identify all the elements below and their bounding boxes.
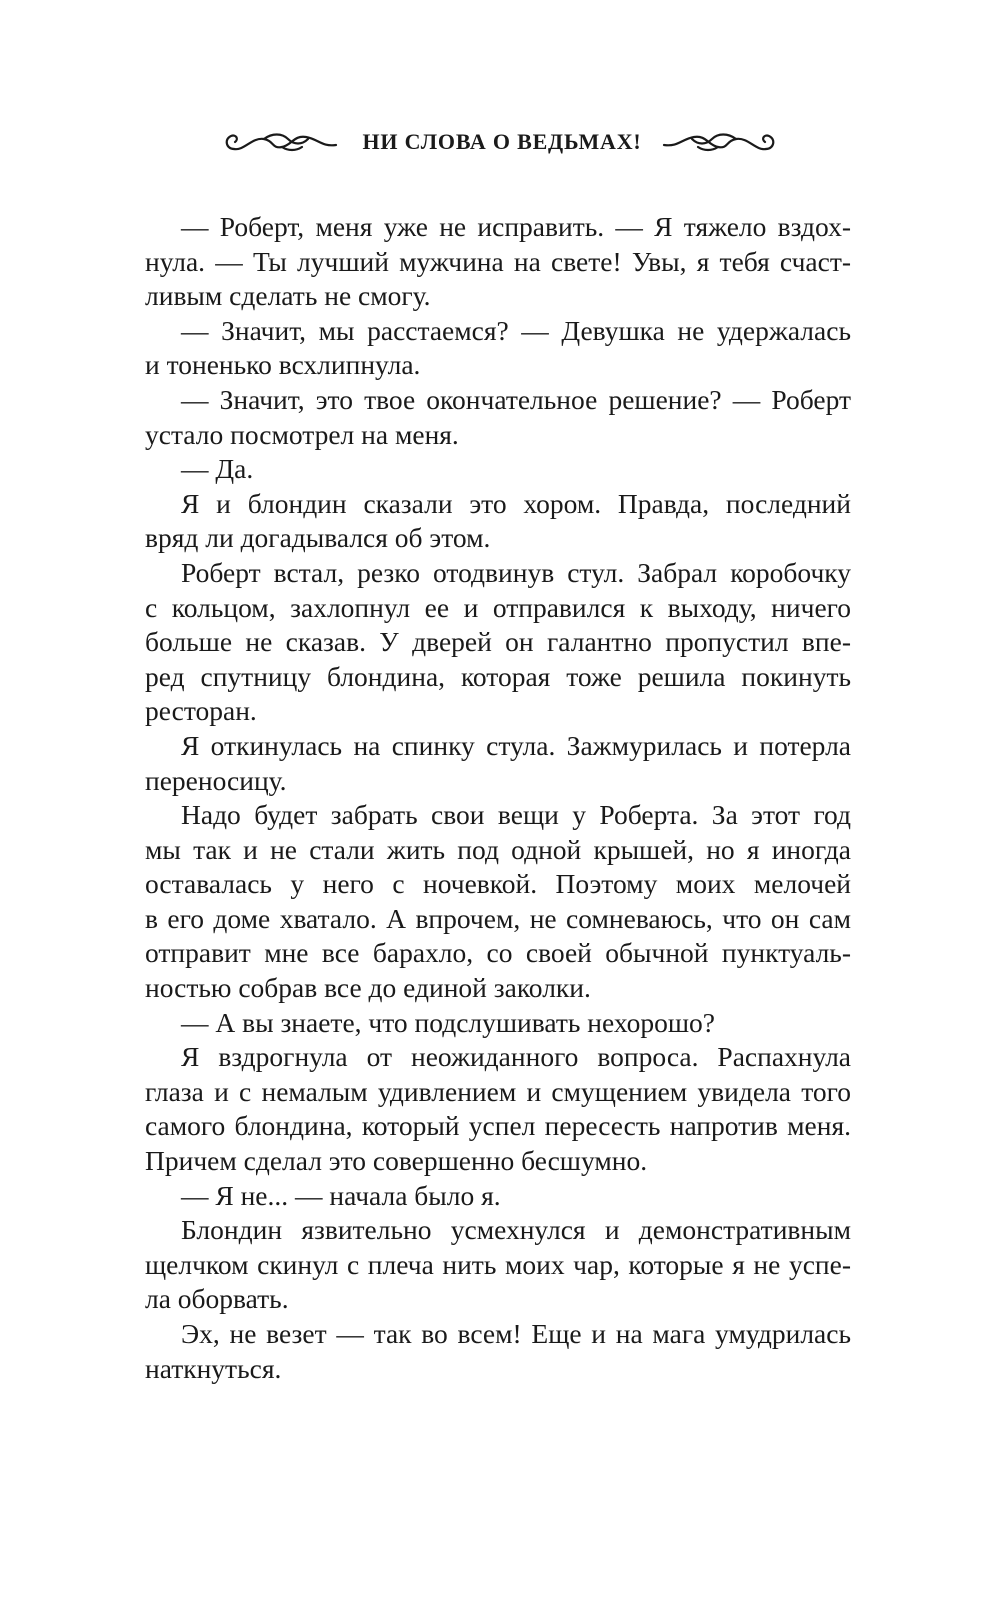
text-line: ла оборвать.	[145, 1283, 289, 1315]
text-line: и тоненько всхлипнула.	[145, 349, 421, 381]
running-header-title: НИ СЛОВА О ВЕДЬМАХ!	[362, 129, 642, 154]
text-line: мы так и не стали жить под одной крышей, но я иногда	[145, 833, 851, 865]
text-line: Я вздрогнула от неожиданного вопроса. Распахнула	[181, 1041, 851, 1073]
text-line: устало посмотрел на меня.	[145, 418, 459, 450]
text-line: оставалась у него с ночевкой. Поэтому моих мелочей	[145, 868, 851, 900]
text-line: — Да.	[181, 453, 254, 485]
text-line: в его доме хватало. А впрочем, не сомневаюсь, что он сам	[145, 902, 851, 934]
ornamental-flourish-icon	[222, 127, 340, 157]
text-line: щелчком скинул с плеча нить моих чар, которые я не успе-	[145, 1248, 851, 1280]
text-line: — Значит, это твое окончательное решение? — Роберт	[181, 383, 851, 415]
text-line: с кольцом, захлопнул ее и отправился к выходу, ничего	[145, 591, 851, 623]
text-line: Причем сделал это совершенно бесшумно.	[145, 1145, 648, 1177]
text-line: глаза и с немалым удивлением и смущением увидела того	[145, 1075, 851, 1107]
text-line: вряд ли догадывался об этом.	[145, 522, 491, 554]
text-line: Я и блондин сказали это хором. Правда, последний	[181, 487, 851, 519]
text-line: — Значит, мы расстаемся? — Девушка не удержалась	[181, 314, 851, 346]
text-line: ностью собрав все до единой заколки.	[145, 972, 591, 1004]
text-line: ред спутницу блондина, которая тоже решила покинуть	[145, 660, 851, 692]
text-line: больше не сказав. У дверей он галантно пропустил впе-	[145, 626, 851, 658]
text-line: Надо будет забрать свои вещи у Роберта. За этот год	[181, 799, 851, 831]
running-header	[0, 122, 1000, 162]
ornamental-flourish-icon	[660, 127, 778, 157]
text-line: — Я не... — начала было я.	[181, 1179, 501, 1211]
text-line: Блондин язвительно усмехнулся и демонстративным	[181, 1214, 851, 1246]
text-line: самого блондина, который успел пересесть напротив меня.	[145, 1110, 851, 1142]
text-line: Эх, не везет — так во всем! Еще и на мага умудрилась	[181, 1318, 851, 1349]
text-line: Я откинулась на спинку стула. Зажмурилась и потерла	[181, 729, 851, 761]
text-line: нула. — Ты лучший мужчина на свете! Увы, я тебя счаст-	[145, 245, 851, 277]
text-line: — Роберт, меня уже не исправить. — Я тяжело вздох-	[181, 211, 851, 242]
body-text	[145, 210, 851, 1386]
text-line: ливым сделать не смогу.	[145, 280, 431, 312]
text-line: наткнуться.	[145, 1352, 282, 1384]
text-line: Роберт встал, резко отодвинув стул. Забрал коробочку	[181, 556, 851, 588]
text-line: — А вы знаете, что подслушивать нехорошо?	[181, 1006, 715, 1038]
text-line: отправит мне все барахло, со своей обычной пунктуаль-	[145, 937, 851, 969]
text-line: переносицу.	[145, 764, 287, 796]
text-line: ресторан.	[145, 695, 257, 727]
